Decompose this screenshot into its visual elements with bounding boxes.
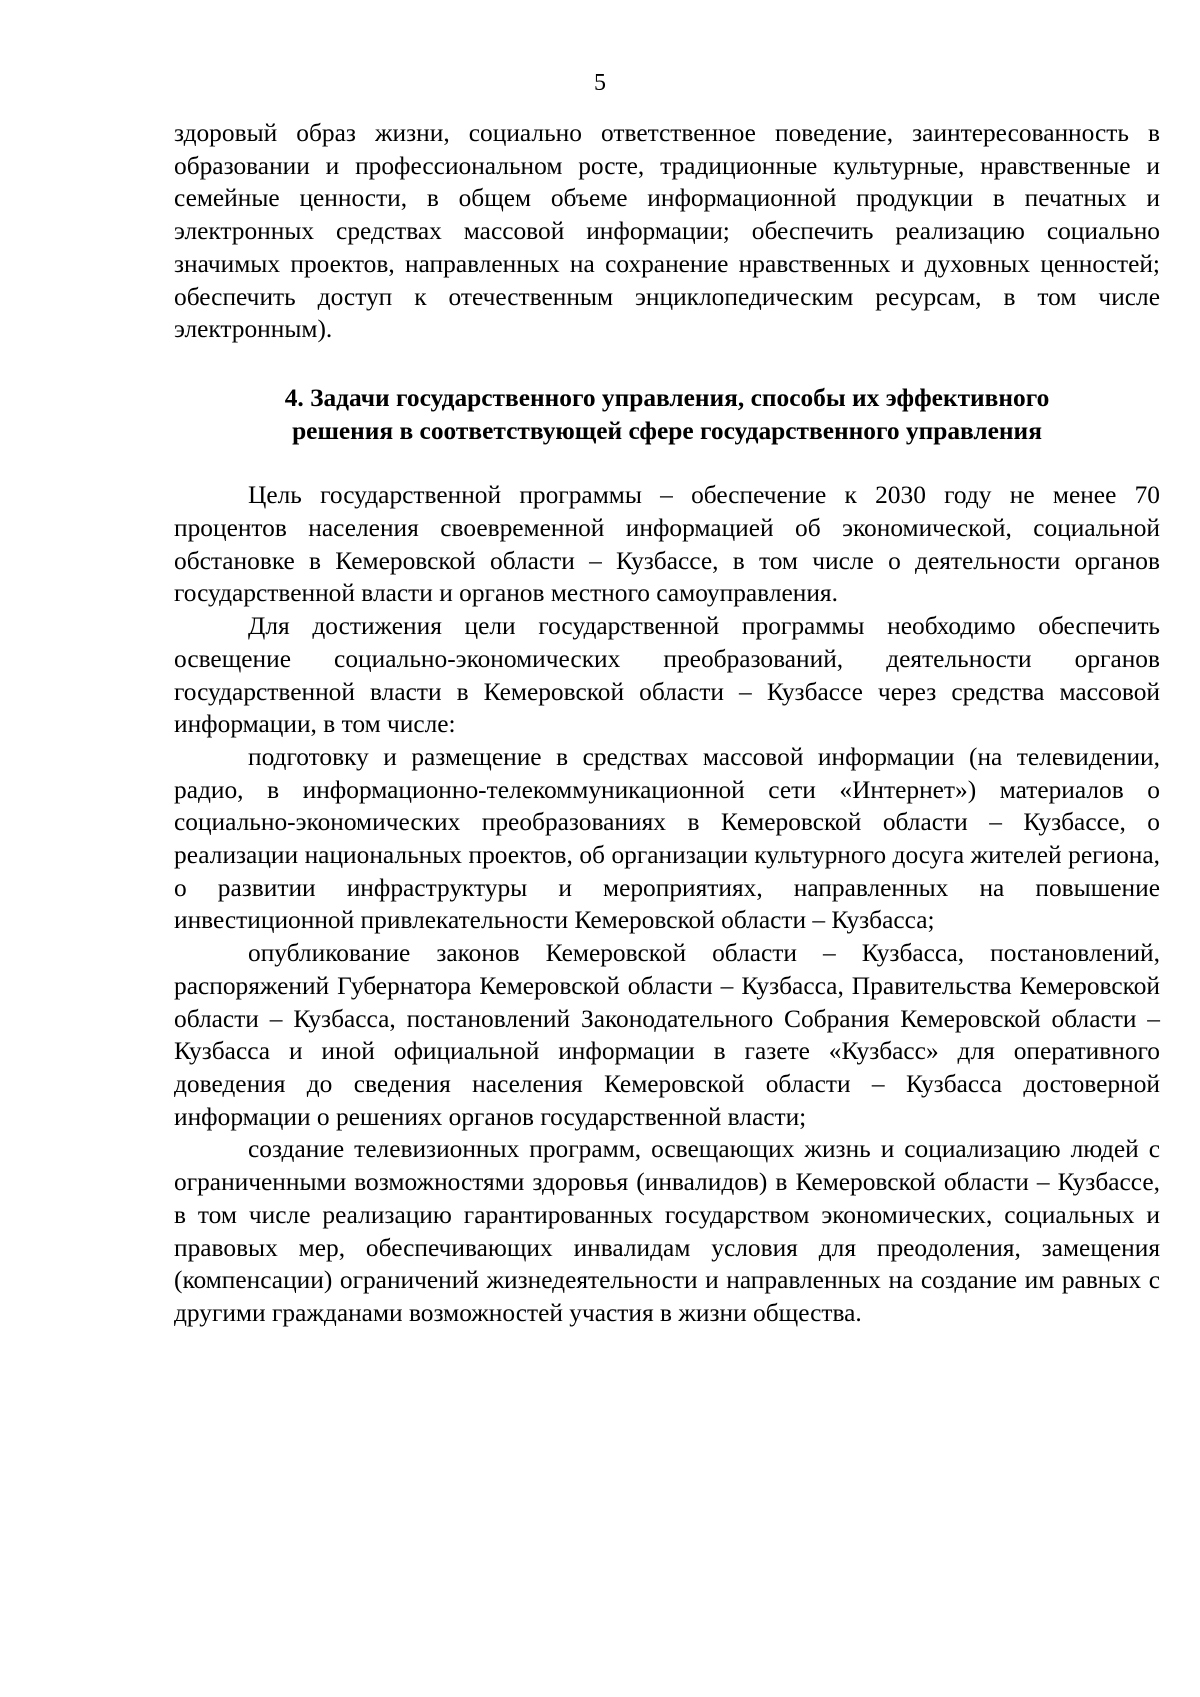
paragraph-goal: Цель государственной программы – обеспечение к 2030 году не менее 70 процентов населения своевременной информацией об экономической, социальной обстановке в Кемеровской области – Кузбассе, в том числе о деятельности органов государственной власти и органов местного самоуправления. (174, 481, 1160, 608)
paragraph-achievement: Для достижения цели государственной программы необходимо обеспечить освещение социально-экономических преобразований, деятельности органов государственной власти в Кемеровской области – Кузбассе через средства массовой информации, в том числе: (174, 612, 1160, 739)
page-number: 5 (594, 70, 606, 96)
intro-paragraph: здоровый образ жизни, социально ответственное поведение, заинтересованность в образовании и профессиональном росте, традиционные культурные, нравственные и семейные ценности, в общем объеме информационной продукции в печатных и электронных средствах массовой информации; обеспечить реализацию социально значимых проектов, направленных на сохранение нравственных и духовных ценностей; обеспечить доступ к отечественным энциклопедическим ресурсам, в том числе электронным). (174, 119, 1160, 344)
paragraph-tv-programs: создание телевизионных программ, освещающих жизнь и социализацию людей с ограниченными возможностями здоровья (инвалидов) в Кемеровской области – Кузбассе, в том числе реализацию гарантированных государством экономических, социальных и правовых мер, обеспечивающих инвалидам условия для преодоления, замещения (компенсации) ограничений жизнедеятельности и направленных на создание им равных с другими гражданами возможностей участия в жизни общества. (174, 1135, 1160, 1327)
section-heading (174, 382, 1160, 447)
section-heading-line-1: 4. Задачи государственного управления, способы их эффективного (284, 383, 1050, 412)
document-body (174, 117, 1160, 1330)
section-heading-line-2: решения в соответствующей сфере государственного управления (292, 416, 1042, 445)
paragraph-publication-of-laws: опубликование законов Кемеровской области – Кузбасса, постановлений, распоряжений Губернатора Кемеровской области – Кузбасса, Правительства Кемеровской области – Кузбасса, постановлений Законодательного Собрания Кемеровской области – Кузбасса и иной официальной информации в газете «Кузбасс» для оперативного доведения до сведения населения Кемеровской области – Кузбасса достоверной информации о решениях органов государственной власти; (174, 939, 1160, 1131)
paragraph-media-materials: подготовку и размещение в средствах массовой информации (на телевидении, радио, в информационно-телекоммуникационной сети «Интернет») материалов о социально-экономических преобразованиях в Кемеровской области – Кузбассе, о реализации национальных проектов, об организации культурного досуга жителей региона, о развитии инфраструктуры и мероприятиях, направленных на повышение инвестиционной привлекательности Кемеровской области – Кузбасса; (174, 742, 1160, 935)
